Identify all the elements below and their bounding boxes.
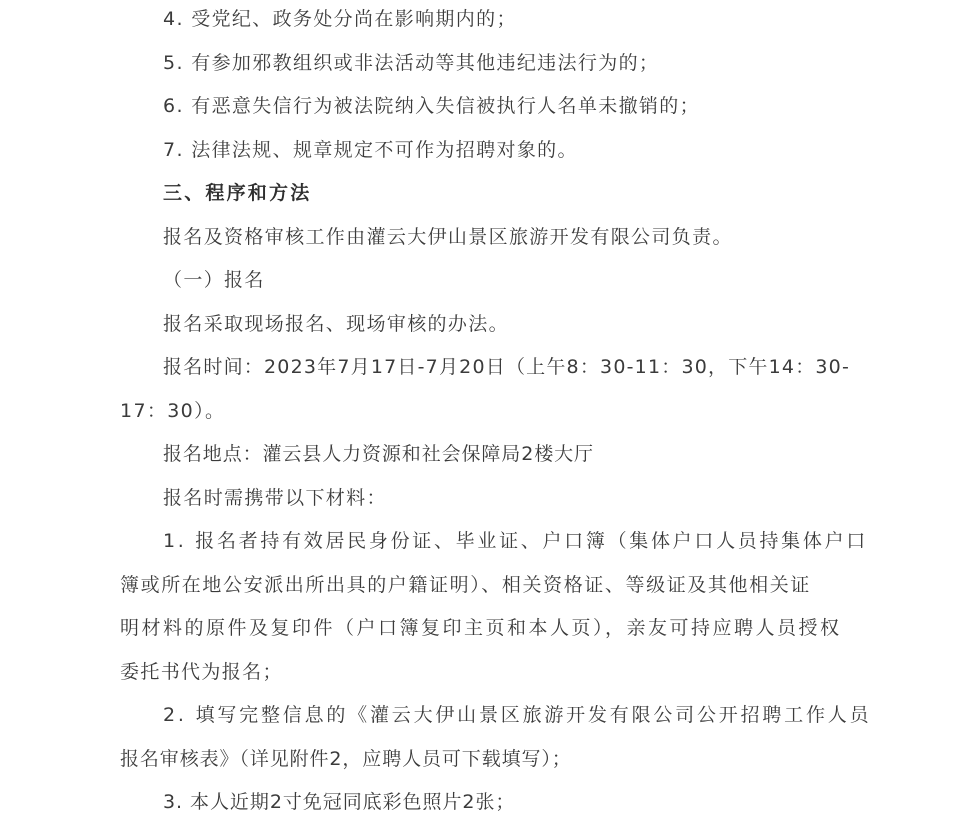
registration-method: 报名采取现场报名、现场审核的办法。 xyxy=(163,313,509,335)
material-item-2-line-2: 报名审核表》（详见附件2，应聘人员可下载填写）； xyxy=(120,748,572,770)
responsibility-paragraph: 报名及资格审核工作由灌云大伊山景区旅游开发有限公司负责。 xyxy=(163,226,733,248)
registration-time-line-2: 17：30）。 xyxy=(120,400,226,422)
material-item-1-line-1: 1. 报名者持有效居民身份证、毕业证、户口簿（集体户口人员持集体户口 xyxy=(163,530,868,552)
condition-item-5: 5. 有参加邪教组织或非法活动等其他违纪违法行为的； xyxy=(163,52,660,74)
material-item-2-line-1: 2. 填写完整信息的《灌云大伊山景区旅游开发有限公司公开招聘工作人员 xyxy=(163,704,872,726)
required-materials-intro: 报名时需携带以下材料： xyxy=(163,487,387,509)
subsection-heading: （一）报名 xyxy=(163,269,265,291)
registration-location: 报名地点：灌云县人力资源和社会保障局2楼大厅 xyxy=(163,443,594,465)
condition-item-7: 7. 法律法规、规章规定不可作为招聘对象的。 xyxy=(163,139,578,161)
material-item-3: 3. 本人近期2寸免冠同底彩色照片2张； xyxy=(163,791,516,813)
registration-time-line-1: 报名时间：2023年7月17日-7月20日（上午8：30-11：30，下午14：30- xyxy=(163,356,851,378)
condition-item-6: 6. 有恶意失信行为被法院纳入失信被执行人名单未撤销的； xyxy=(163,95,700,117)
material-item-1-line-4: 委托书代为报名； xyxy=(120,661,283,683)
condition-item-4: 4. 受党纪、政务处分尚在影响期内的； xyxy=(163,8,517,30)
material-item-1-line-3: 明材料的原件及复印件（户口簿复印主页和本人页），亲友可持应聘人员授权 xyxy=(120,617,842,639)
material-item-1-line-2: 簿或所在地公安派出所出具的户籍证明）、相关资格证、等级证及其他相关证 xyxy=(120,574,811,596)
section-heading: 三、程序和方法 xyxy=(163,182,312,204)
